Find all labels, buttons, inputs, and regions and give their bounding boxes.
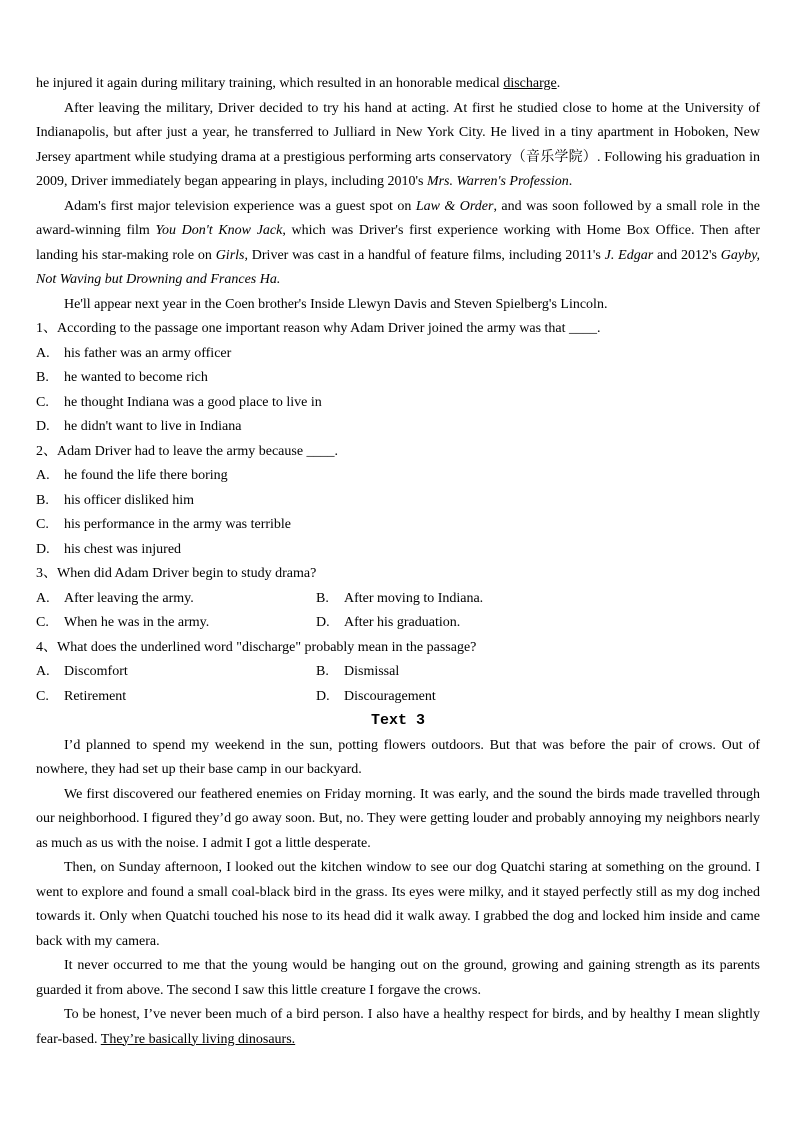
- option-label: A.: [36, 590, 50, 606]
- answer-option: [36, 587, 316, 612]
- paragraph: [36, 856, 760, 954]
- option-label: B.: [36, 370, 49, 385]
- text-run: , Driver was cast in a handful of feature films, including 2011's: [244, 247, 605, 263]
- question-stem: 3、When did Adam Driver begin to study drama?: [36, 566, 317, 581]
- question-stem: 1、According to the passage one important reason why Adam Driver joined the army was that ____.: [36, 321, 601, 336]
- option-text: his father was an army officer: [64, 345, 232, 361]
- text-run: , and was soon followed by a small role in the award-winning film: [36, 198, 760, 238]
- paragraph: [36, 195, 760, 293]
- question-stem: 2、Adam Driver had to leave the army because ____.: [36, 443, 339, 459]
- option-label: B.: [316, 664, 329, 679]
- text-run: We first discovered our feathered enemies on Friday morning. It was early, and the sound the birds made travelled through our neighborhood. I figured they’d go away soon. But, no. They were getting louder and probably annoying my neighbors nearly as much as us with the noise. I admit I got a little desperate.: [36, 786, 760, 851]
- option-label: D.: [36, 419, 50, 434]
- option-text: After leaving the army.: [64, 590, 194, 606]
- text-run: He'll appear next year in the Coen brother's Inside Llewyn Davis and Steven Spielberg's Lincoln.: [64, 296, 608, 312]
- question-stem: 4、What does the underlined word "discharge" probably mean in the passage?: [36, 639, 477, 655]
- option-label: D.: [36, 541, 50, 557]
- option-text: Discomfort: [64, 664, 128, 679]
- text3-heading: Text 3: [370, 712, 425, 729]
- paragraph: [36, 783, 760, 857]
- work-title-italic: Gayby, Not Waving but Drowning and Frances Ha.: [36, 247, 761, 287]
- option-text: When he was in the army.: [64, 615, 210, 630]
- answer-option: [316, 587, 760, 612]
- option-text: Retirement: [64, 688, 127, 704]
- text-run: It never occurred to me that the young would be hanging out on the ground, growing and gaining strength as its parents guarded it from above. The second I saw this little creature I forgave the crows.: [36, 958, 760, 998]
- reading-passage-text3: [36, 734, 760, 1053]
- answer-option: [36, 611, 316, 636]
- text-run: .: [556, 76, 561, 91]
- option-label: C.: [36, 517, 49, 532]
- option-label: A.: [36, 468, 50, 483]
- work-title-italic: You Don't Know Jack: [155, 223, 283, 238]
- option-row: [36, 660, 760, 685]
- work-title-italic: Law & Order: [415, 198, 494, 214]
- option-label: B.: [316, 590, 329, 606]
- paragraph: [36, 954, 760, 1003]
- option-row: [36, 587, 760, 612]
- answer-option: [316, 685, 760, 710]
- answer-option: [36, 538, 760, 563]
- option-text: After moving to Indiana.: [344, 590, 484, 606]
- underlined-text: They’re basically living dinosaurs.: [100, 1031, 296, 1047]
- reading-passage-adam-driver: [36, 72, 760, 317]
- work-title-italic: J. Edgar: [604, 247, 654, 263]
- text-run: he injured it again during military training, which resulted in an honorable medical: [36, 76, 504, 91]
- option-text: After his graduation.: [344, 615, 461, 630]
- option-text: he found the life there boring: [64, 468, 228, 483]
- option-text: his chest was injured: [64, 541, 182, 557]
- underlined-text: discharge: [503, 76, 557, 91]
- answer-option: [36, 464, 760, 489]
- answer-option: [36, 342, 760, 367]
- text-run: To be honest, I’ve never been much of a bird person. I also have a healthy respect for birds, and by healthy I mean slightly fear-based.: [36, 1007, 760, 1047]
- option-row: [36, 611, 760, 636]
- option-label: D.: [316, 615, 330, 630]
- answer-option: [36, 489, 760, 514]
- text-run: , which was Driver's first experience working with Home Box Office. Then after landing his star-making role on: [36, 223, 760, 263]
- text-run: and 2012's: [653, 247, 721, 263]
- option-row: [36, 685, 760, 710]
- answer-option: [36, 366, 760, 391]
- option-text: Dismissal: [344, 664, 400, 679]
- answer-option: [36, 660, 316, 685]
- work-title-italic: Girls: [215, 247, 245, 263]
- text-run: .: [568, 174, 573, 189]
- answer-option: [36, 685, 316, 710]
- option-label: B.: [36, 492, 49, 508]
- option-label: C.: [36, 688, 49, 704]
- work-title-italic: Mrs. Warren's Profession: [426, 174, 569, 189]
- page-content: [36, 72, 760, 1052]
- answer-option: [316, 611, 760, 636]
- answer-option: [36, 391, 760, 416]
- option-label: D.: [316, 688, 330, 704]
- option-label: C.: [36, 394, 49, 410]
- option-text: his performance in the army was terrible: [64, 517, 292, 532]
- option-text: his officer disliked him: [64, 492, 194, 508]
- option-text: he didn't want to live in Indiana: [64, 419, 242, 434]
- paragraph: [36, 734, 760, 783]
- paragraph: [36, 72, 760, 97]
- questions-section: [36, 317, 760, 709]
- answer-option: [316, 660, 760, 685]
- text-run: After leaving the military, Driver decided to try his hand at acting. At first he studied close to home at the University of Indianapolis, but after just a year, he transferred to Julliard in New York City. He lived in a tiny apartment in Hoboken, New Jersey apartment while studying drama at a prestigious performing arts conservatory（音乐学院）. Following his graduation in 2009, Driver immediately began appearing in plays, including 2010's: [36, 100, 760, 189]
- option-label: A.: [36, 664, 50, 679]
- option-text: he wanted to become rich: [64, 370, 208, 385]
- answer-option: [36, 513, 760, 538]
- paragraph: [36, 1003, 760, 1052]
- text-run: Adam's first major television experience was a guest spot on: [64, 198, 416, 214]
- paragraph: [36, 293, 760, 318]
- option-label: C.: [36, 615, 49, 630]
- text-run: I’d planned to spend my weekend in the sun, potting flowers outdoors. But that was before the pair of crows. Out of nowhere, they had set up their base camp in our backyard.: [36, 737, 760, 777]
- text-run: Then, on Sunday afternoon, I looked out the kitchen window to see our dog Quatchi staring at something on the ground. I went to explore and found a small coal-black bird in the grass. Its eyes were milky, and it stayed perfectly still as my dog inched towards it. Only when Quatchi touched his nose to its head did it walk away. I grabbed the dog and locked him inside and came back with my camera.: [36, 860, 760, 949]
- option-text: he thought Indiana was a good place to live in: [64, 394, 322, 410]
- option-text: Discouragement: [344, 688, 436, 704]
- paragraph: [36, 97, 760, 195]
- answer-option: [36, 415, 760, 440]
- option-label: A.: [36, 345, 50, 361]
